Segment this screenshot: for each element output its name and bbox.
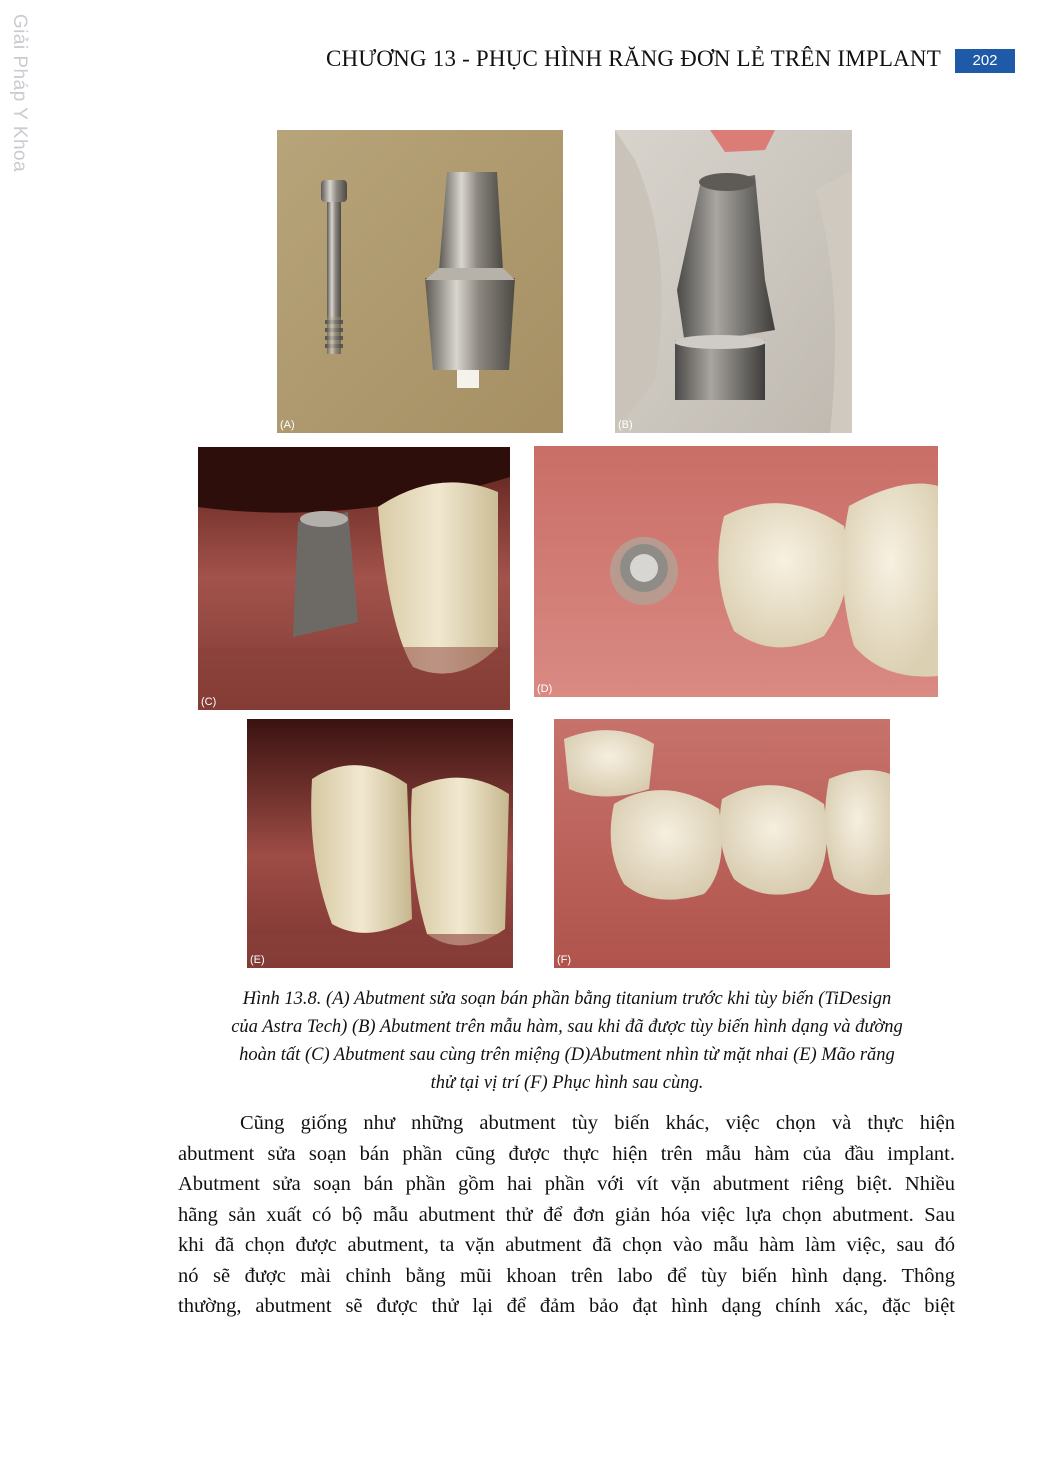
paragraph-line: nó sẽ được mài chỉnh bằng mũi khoan trên labo để tùy biến hình dạng. Thông (178, 1264, 955, 1287)
page-number: 202 (955, 49, 1015, 73)
chapter-title: CHƯƠNG 13 - PHỤC HÌNH RĂNG ĐƠN LẺ TRÊN IMPLANT (325, 46, 941, 71)
figure-panel-d (534, 446, 938, 697)
figure-panel-f (554, 719, 890, 968)
panel-label-d: (D) (537, 683, 553, 695)
paragraph-line: Abutment sửa soạn bán phần gồm hai phần với vít vặn abutment riêng biệt. Nhiều (178, 1173, 955, 1195)
crown-try-in-photo (247, 719, 513, 968)
panel-label-a: (A) (280, 419, 295, 431)
watermark-text: Giải Pháp Y Khoa (9, 13, 30, 173)
watermark (4, 8, 34, 178)
caption-line: của Astra Tech) (B) Abutment trên mẫu hàm, sau khi đã được tùy biến hình dạng và đường (231, 1017, 903, 1037)
paragraph-line: abutment sửa soạn bán phần cũng được thực hiện trên mẫu hàm của đầu implant. (178, 1142, 955, 1165)
paragraph-line: hãng sản xuất có bộ mẫu abutment thử để đơn giản hóa việc lựa chọn abutment. Sau (178, 1203, 955, 1226)
paragraph-line: khi đã chọn được abutment, ta vặn abutment đã chọn vào mẫu hàm làm việc, sau đó (178, 1234, 955, 1256)
abutment-on-model-photo (615, 130, 852, 433)
panel-label-b: (B) (618, 419, 633, 431)
figure-panel-a (277, 130, 563, 433)
abutment-screw-photo (277, 130, 563, 433)
panel-label-e: (E) (250, 954, 265, 966)
figure-panel-c (198, 447, 510, 710)
figure-panel-e (247, 719, 513, 968)
abutment-in-mouth-photo (198, 447, 510, 710)
figure-caption (178, 985, 956, 1097)
caption-line: thử tại vị trí (F) Phục hình sau cùng. (430, 1073, 704, 1093)
panel-label-f: (F) (557, 954, 572, 966)
figure-panel-b (615, 130, 852, 433)
final-restoration-photo (554, 719, 890, 968)
paragraph-line: thường, abutment sẽ được thử lại để đảm bảo đạt hình dạng chính xác, đặc biệt (178, 1295, 955, 1317)
body-paragraph (178, 1108, 955, 1322)
panel-label-c: (C) (201, 696, 217, 708)
occlusal-view-photo (534, 446, 938, 697)
paragraph-line: Cũng giống như những abutment tùy biến khác, việc chọn và thực hiện (240, 1112, 955, 1134)
caption-line: Hình 13.8. (A) Abutment sửa soạn bán phần bằng titanium trước khi tùy biến (TiDesign (242, 989, 892, 1009)
caption-line: hoàn tất (C) Abutment sau cùng trên miệng (D)Abutment nhìn từ mặt nhai (E) Mão răng (239, 1045, 895, 1065)
